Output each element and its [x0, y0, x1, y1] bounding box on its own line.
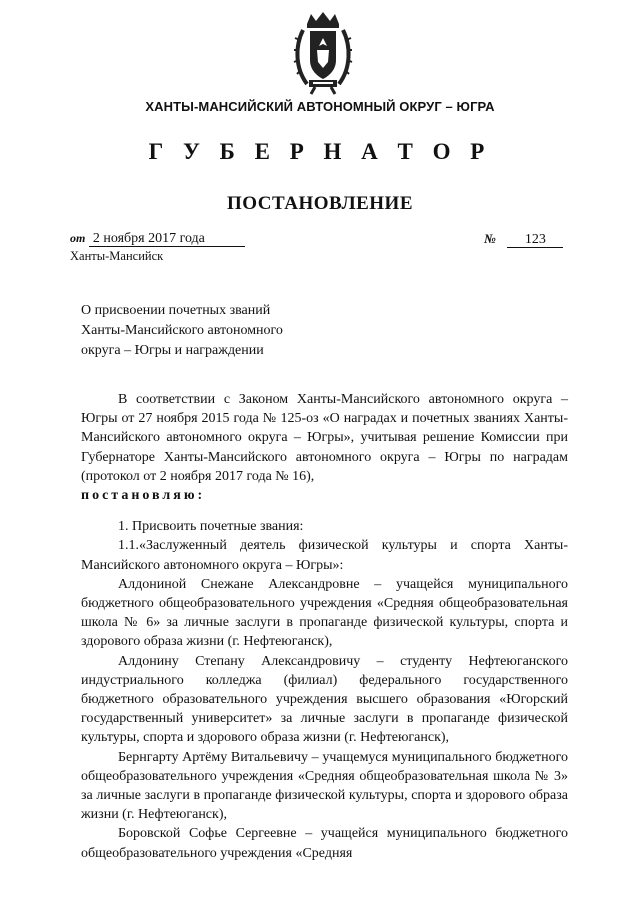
- person-paragraph: Алдонину Степану Александровичу – студенту Нефтеюганского индустриального колледжа (филиал) федерального государственного бюджетного образовательного учреждения высшего образования «Югорский государственный университет» за личные заслуги в пропаганде физической культуры, спорта и здорового образа жизни (г. Нефтеюганск),: [81, 653, 568, 746]
- preamble-text: В соответствии с Законом Ханты-Мансийского автономного округа – Югры от 27 ноября 2015 года № 125-оз «О наградах и почетных званиях Ханты-Мансийского автономного округа – Югры», учитывая решение Комиссии при Губернаторе Ханты-Мансийского автономного округа – Югры по наградам (протокол от 2 ноября 2017 года № 16),: [81, 392, 568, 484]
- person-paragraph: Алдониной Снежане Александровне – учащейся муниципального бюджетного общеобразовательного учреждения «Средняя общеобразовательная школа № 6» за личные заслуги в пропаганде физической культуры, спорта и здорового образа жизни (г. Нефтеюганск),: [81, 576, 568, 650]
- number-line: [484, 231, 563, 248]
- date-prefix: от: [70, 231, 86, 245]
- region-name: ХАНТЫ-МАНСИЙСКИЙ АВТОНОМНЫЙ ОКРУГ – ЮГРА: [145, 99, 495, 114]
- item-1: 1. Присвоить почетные звания:: [118, 519, 304, 535]
- resolve-word: постановляю:: [81, 488, 206, 504]
- document-date: 2 ноября 2017 года: [89, 232, 245, 247]
- governor-heading: Г У Б Е Р Н А Т О Р: [148, 139, 492, 164]
- document-subject: [81, 301, 283, 361]
- coat-of-arms-emblem: [293, 10, 353, 96]
- subject-line: Ханты-Мансийского автономного: [81, 323, 283, 338]
- preamble-paragraph: [81, 390, 568, 505]
- document-body: [81, 390, 568, 863]
- number-prefix: №: [484, 231, 496, 246]
- date-line: [70, 231, 245, 247]
- document-number: 123: [507, 233, 563, 248]
- person-paragraph: Боровской Софье Сергеевне – учащейся муниципального бюджетного общеобразовательного учреждения «Средняя: [81, 826, 568, 861]
- item-1-1: 1.1.«Заслуженный деятель физической культуры и спорта Ханты-Мансийского автономного округа – Югры»:: [81, 538, 568, 573]
- issue-city: Ханты-Мансийск: [70, 249, 164, 263]
- subject-line: округа – Югры и награждении: [81, 343, 264, 358]
- subject-line: О присвоении почетных званий: [81, 303, 271, 318]
- document-type-heading: ПОСТАНОВЛЕНИЕ: [226, 193, 414, 214]
- person-paragraph: Бернгарту Артёму Витальевичу – учащемуся муниципального бюджетного общеобразовательного учреждения «Средняя общеобразовательная школа № 3» за личные заслуги в пропаганде физической культуры, спорта и здорового образа жизни (г. Нефтеюганск),: [81, 749, 568, 823]
